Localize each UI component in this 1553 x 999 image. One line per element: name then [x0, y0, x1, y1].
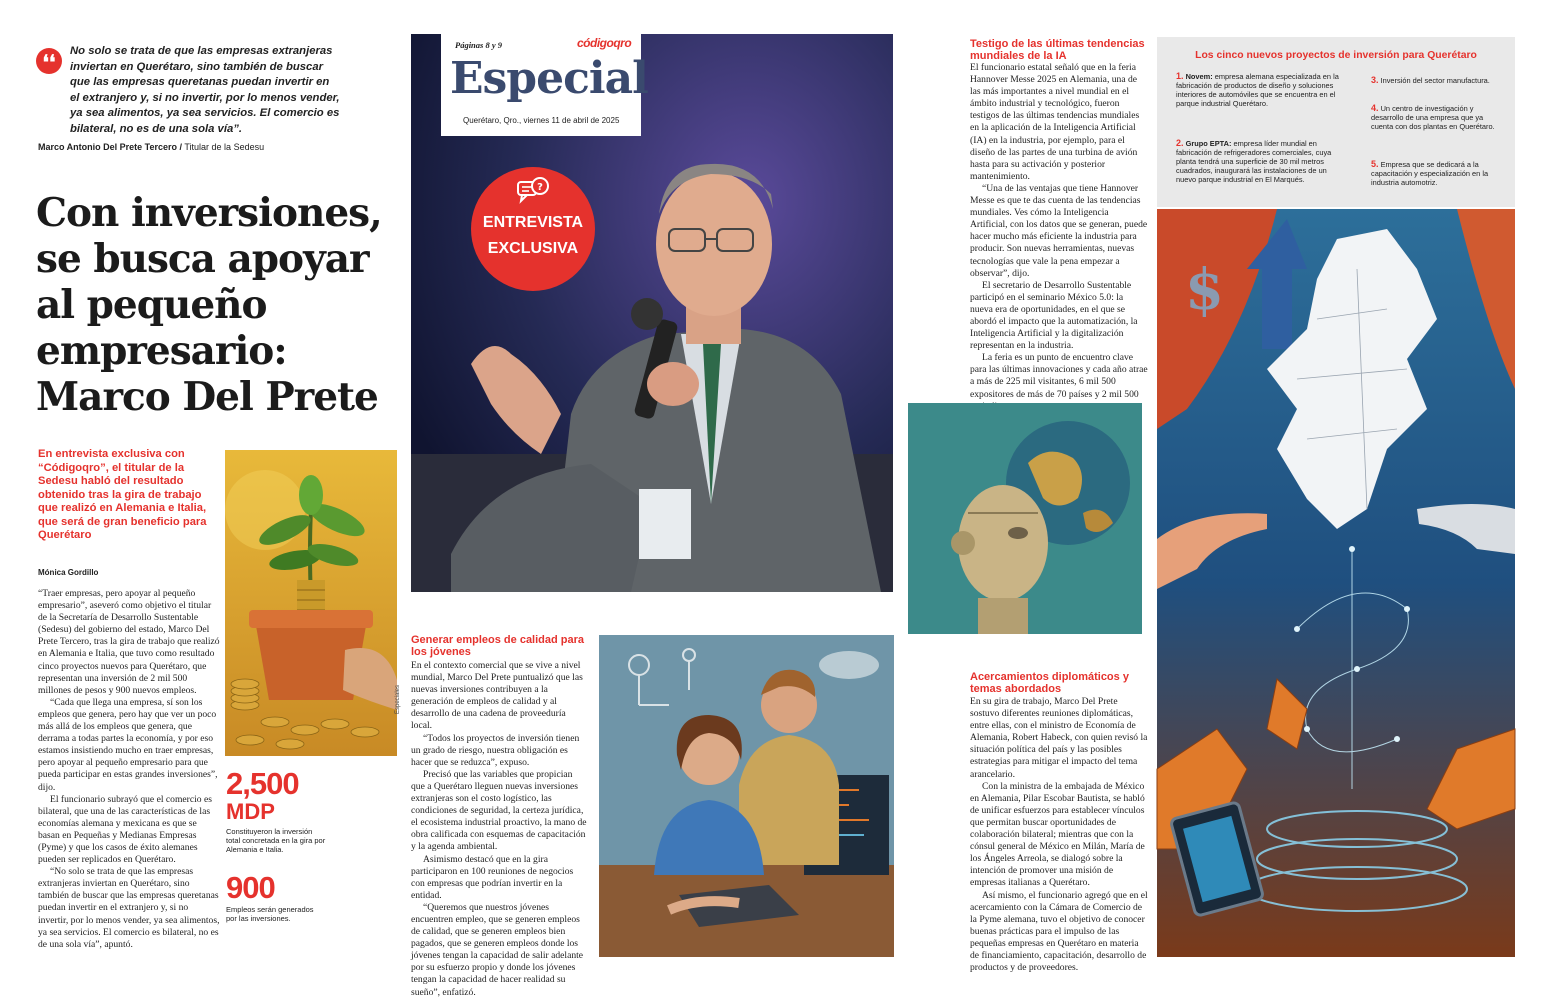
queretaro-map-industry-illustration — [1157, 209, 1515, 957]
headline-line: Marco Del Prete — [36, 374, 378, 420]
paragraph: Así mismo, el funcionario agregó que en el acercamiento con la Cámara de Comercio de la Pyme alemana, tuvo el objetivo de conocer buenas prácticas para el impulso de las pequeñas empresas en Querétaro en materia de financiamiento, capacitación, desarrollo de productos y de proveedores. — [970, 889, 1148, 974]
infobox-title: Los cinco nuevos proyectos de inversión para Querétaro — [1195, 50, 1477, 61]
robot-globe-illustration — [908, 403, 1142, 634]
project-item — [1371, 160, 1506, 187]
stat-investment-number: 2,500 — [226, 766, 299, 801]
project-item — [1176, 72, 1346, 108]
project-number: 1. — [1176, 71, 1184, 81]
young-people-coding-illustration — [599, 635, 894, 957]
badge-text: EXCLUSIVA — [487, 240, 579, 257]
stat-jobs-number: 900 — [226, 870, 275, 905]
project-desc: empresa líder mundial en fabricación de refrigeradores comerciales, cuya planta tendrá una superficie de 30 mil metros cuadrados, inaugurará las instalaciones de un nuevo parque industrial en El Marqués. — [1176, 139, 1332, 184]
paragraph: El secretario de Desarrollo Sustentable participó en el seminario México 5.0: la nueva era de oportunidades, en el que se abordó el impacto que la automatización, la Inteligencia Artificial y la digitalización representan en la industria. — [970, 279, 1138, 352]
project-item — [1371, 104, 1506, 131]
project-desc: empresa alemana especializada en la fabricación de productos de diseño y soluciones interiores de automóviles que se encuentra en el parque industrial Querétaro. — [1176, 72, 1339, 108]
byline: Mónica Gordillo — [38, 568, 99, 577]
project-desc: Un centro de investigación y desarrollo de una empresa que ya cuenta con dos plantas en Querétaro. — [1371, 104, 1495, 131]
project-number: 3. — [1371, 75, 1379, 85]
paragraph: El funcionario subrayó que el comercio es bilateral, que una de las características de las economías alemana y mexicana es que se basan en Pequeñas y Medianas Empresas (Pyme) y que los casos de éxito alemanes pueden ser replicados en Querétaro. — [38, 793, 212, 866]
section-title: Especial — [450, 53, 648, 104]
project-number: 5. — [1371, 159, 1379, 169]
quote-author — [38, 142, 358, 152]
subhead-jobs: Generar empleos de calidad para los jóvenes — [411, 634, 585, 658]
headline — [36, 190, 406, 420]
article-column-3 — [970, 62, 1148, 413]
paragraph: “Cada que llega una empresa, sí son los empleos que genera, pero hay que ver un poco más allá de los empleos que genera, que derrama a todas partes la economía, y por eso estamos insistiendo mucho en traer empresas, pero apoyar al pequeño empresario para que pueda participar en estas grandes inversiones”, dijo. — [38, 696, 218, 793]
svg-text:?: ? — [537, 182, 543, 193]
quote-author-name: Marco Antonio Del Prete Tercero / — [38, 142, 183, 152]
headline-line: se busca apoyar — [36, 236, 369, 282]
photo-credit: Especiales — [395, 684, 401, 714]
article-column-4 — [970, 696, 1148, 974]
paragraph: Con la ministra de la embajada de México en Alemania, Pilar Escobar Bautista, se habló de unificar esfuerzos para establecer vínculos que permitan buscar oportunidades de colaboración bilateral; mientras que con la cónsul general de México en Milán, María de los Ángeles Arreola, se dialogó sobre la intención de promover una misión de empresas italianas a Querétaro. — [970, 780, 1145, 889]
paragraph: En su gira de trabajo, Marco Del Prete sostuvo diferentes reuniones diplomáticas, entre ellas, con el ministro de Economía de Alemania, Robert Habeck, con quien revisó la situación política del país y las posibles estrategias para mitigar el impacto del tema arancelario. — [970, 696, 1148, 780]
lead-paragraph: En entrevista exclusiva con “Códigoqro”, el titular de la Sedesu habló del resultado obtenido tras la gira de trabajo que realizó en Alemania e Italia, que será de gran beneficio para Querétaro — [38, 448, 207, 541]
headline-line: al pequeño — [36, 282, 267, 328]
project-item — [1176, 139, 1346, 184]
stat-jobs-description: Empleos serán generados por las inversiones. — [226, 905, 314, 923]
paragraph: Precisó que las variables que propician que a Querétaro lleguen nuevas inversiones extranjeras son el costo logístico, las condiciones de seguridad, la certeza jurídica, el ecosistema industrial proactivo, la mano de obra calificada con esquemas de capacitación y la agenda ambiental. — [411, 768, 587, 853]
paragraph: La feria es un punto de encuentro clave para las últimas innovaciones y cada año atrae a más de 225 mil visitantes, 6 mil 500 expositores de más de 70 países y 2 mil 500 — [970, 352, 1148, 400]
pull-quote: No solo se trata de que las empresas extranjeras inviertan en Querétaro, sino también de buscar que las empresas queretanas puedan invertir en el extranjero y, si no invertir, por lo menos vender, ya sea alimentos, ya sea servicios. El comercio es bilateral, no es de una sola vía”. — [70, 45, 340, 135]
project-desc: Empresa que se dedicará a la capacitación y especialización en la industria automotriz. — [1371, 160, 1489, 187]
quote-icon: ❛❛ — [36, 48, 62, 74]
subhead-ai-trends: Testigo de las últimas tendencias mundiales de la IA — [970, 38, 1145, 62]
project-name: Grupo EPTA: — [1185, 139, 1232, 148]
svg-text:$: $ — [1185, 257, 1224, 323]
article-column-2 — [411, 660, 587, 999]
project-item — [1371, 76, 1506, 85]
article-column-1 — [38, 588, 220, 951]
paragraph: El funcionario estatal señaló que en la feria Hannover Messe 2025 en Alemania, una de las más importantes a nivel mundial en el ámbito industrial y tecnológico, fueron testigos de las últimas tendencias mundiales en la aplicación de la Inteligencia Artificial (IA) en la industria, por ejemplo, para el diseño de las partes de una turbina de avión hasta para su activación y posterior mantenimiento. — [970, 62, 1140, 182]
badge-text: ENTREVISTA — [482, 214, 584, 231]
stat-investment-unit: MDP — [226, 799, 275, 824]
subhead-diplomacy: Acercamientos diplomáticos y temas abordados — [970, 671, 1129, 695]
project-number: 2. — [1176, 138, 1184, 148]
paragraph: Asimismo destacó que en la gira participaron en 100 reuniones de negocios con empresas que podrían invertir en la entidad. — [411, 853, 574, 901]
paragraph: “Queremos que nuestros jóvenes encuentren empleo, que se generen empleos de calidad, que se generen empleos bien pagados, que se generen empleos donde los jóvenes tengan la capacidad de salir adelante por su esfuerzo propio y donde los jóvenes tengan la capacidad de hacer realidad su sueño”, enfatizó. — [411, 901, 584, 998]
paragraph: “Todos los proyectos de inversión tienen un grado de riesgo, nuestra obligación es hacer que se reduzca”, expuso. — [411, 732, 580, 768]
headline-line: empresario: — [36, 328, 287, 374]
pages-label: Páginas 8 y 9 — [455, 40, 502, 50]
project-number: 4. — [1371, 103, 1379, 113]
paragraph: “Una de las ventajas que tiene Hannover Messe es que te das cuenta de las tendencias mundiales. Ves cómo la Inteligencia Artificial, con los datos que se generan, puede hacer mucho más eficiente la industria para producir. Son nuevas herramientas, nuevas tecnologías que vale la pena empezar a observar”, dijo. — [970, 182, 1148, 279]
paragraph: “Traer empresas, pero apoyar al pequeño empresario”, aseveró como objetivo el titular de la Secretaría de Desarrollo Sustentable (Sedesu) del gobierno del estado, Marco Del Prete Tercero, tras la gira de trabajo que realizó en Alemania e Italia, que tuvo como resultado cinco proyectos nuevos para Querétaro, que representan una inversión de 2 mil 500 millones de pesos y 900 nuevos empleos. — [38, 588, 220, 696]
chat-bubbles-icon — [516, 176, 550, 206]
project-name: Novem: — [1185, 72, 1213, 81]
quote-author-role: Titular de la Sedesu — [184, 142, 265, 152]
issue-date: Querétaro, Qro., viernes 11 de abril de 2025 — [463, 116, 620, 125]
paragraph: En el contexto comercial que se vive a nivel mundial, Marco Del Prete puntualizó que las nuevas inversiones contribuyen a la generación de empleos de calidad y al desarrollo de una cadena de proveeduría local. — [411, 660, 583, 732]
paragraph: “No solo se trata de que las empresas extranjeras inviertan en Querétaro, sino también de buscar que las empresas queretanas puedan invertir en el extranjero y, si no invertir, por lo menos vender, ya sea alimentos, ya sea servicios. El comercio es bilateral, no es de una sola vía”, apuntó. — [38, 866, 220, 950]
stat-investment-description: Constituyeron la inversión total concretada en la gira por Alemania e Italia. — [226, 827, 326, 854]
publication-logo: códigoqro — [577, 36, 632, 50]
project-desc: Inversión del sector manufactura. — [1380, 76, 1490, 85]
headline-line: Con inversiones, — [36, 190, 382, 236]
plant-coins-illustration — [225, 450, 397, 756]
